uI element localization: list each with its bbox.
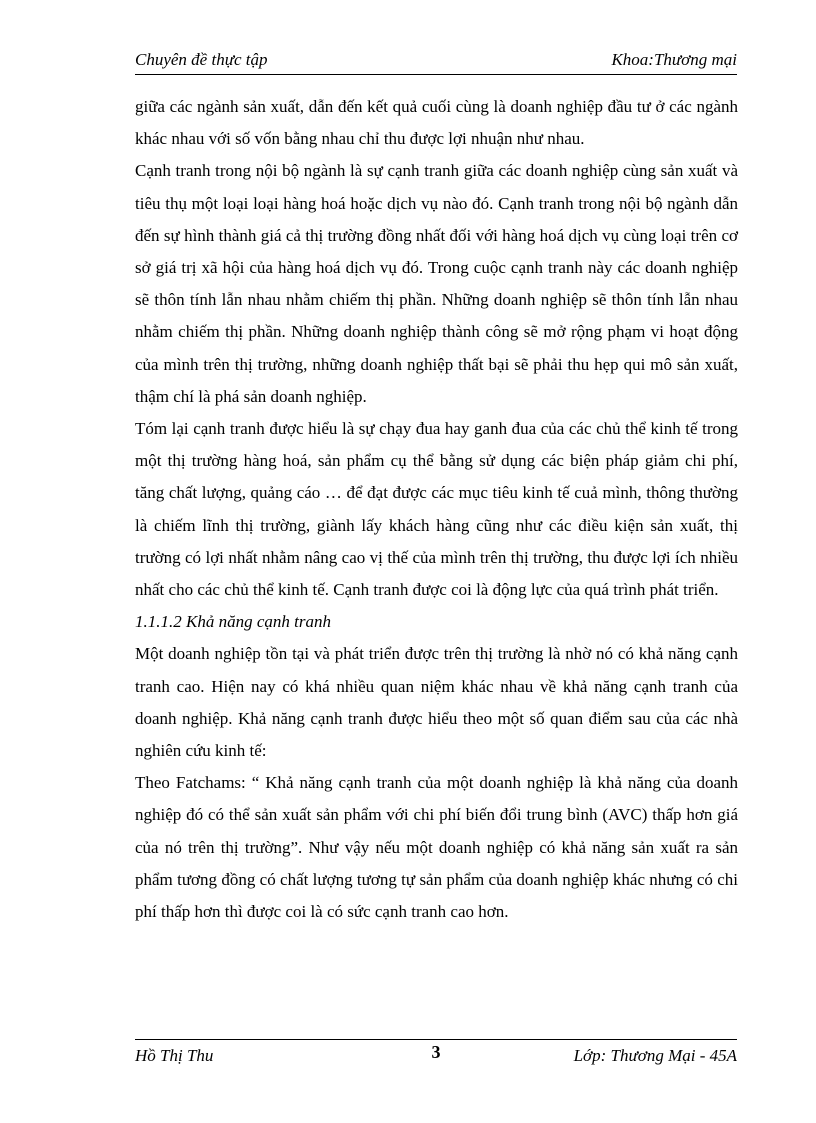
paragraph-5: Theo Fatchams: “ Khả năng cạnh tranh của một doanh nghiệp là khả năng của doanh nghiệp đó có thể sản xuất sản phẩm với chi phí biến đổi trung bình (AVC) thấp hơn giá của nó trên thị trường”. Như vậy nếu một doanh nghiệp có khả năng sản xuất ra sản phẩm tương đồng có chất lượng tương tự sản phẩm của doanh nghiệp khác nhưng có chi phí thấp hơn thì được coi là có sức cạnh tranh cao hơn. — [135, 773, 738, 922]
section-heading: 1.1.1.2 Khả năng cạnh tranh — [135, 612, 331, 632]
page-body — [135, 91, 738, 928]
footer-author: Hồ Thị Thu — [135, 1046, 214, 1065]
footer-class: Lớp: Thương Mại - 45A — [573, 1046, 737, 1065]
header-department: Khoa:Thương mại — [611, 50, 737, 69]
paragraph-3: Tóm lại cạnh tranh được hiểu là sự chạy đua hay ganh đua của các chủ thể kinh tế trong một thị trường hàng hoá, sản phẩm cụ thể bằng sử dụng các biện pháp giảm chi phí, tăng chất lượng, quảng cáo … để đạt được các mục tiêu kinh tế cuả mình, thông thường là chiếm lĩnh thị trường, giành lấy khách hàng cũng như các điều kiện sản xuất, thị trường có lợi nhất nhằm nâng cao vị thế của mình trên thị trường, thu được lợi ích nhiều nhất cho các chủ thể kinh tế. Cạnh tranh được coi là động lực của quá trình phát triển. — [135, 419, 738, 600]
header-title: Chuyên đề thực tập — [135, 50, 268, 69]
page-footer — [135, 1039, 737, 1070]
paragraph-1: giữa các ngành sản xuất, dẫn đến kết quả cuối cùng là doanh nghiệp đầu tư ở các ngành khác nhau với số vốn bằng nhau chỉ thu được lợi nhuận như nhau. — [135, 97, 738, 149]
paragraph-4: Một doanh nghiệp tồn tại và phát triển được trên thị trường là nhờ nó có khả năng cạnh tranh cao. Hiện nay có khá nhiều quan niệm khác nhau về khả năng cạnh tranh của doanh nghiệp. Khả năng cạnh tranh được hiểu theo một số quan điểm sau của các nhà nghiên cứu kinh tế: — [135, 644, 738, 761]
paragraph-2: Cạnh tranh trong nội bộ ngành là sự cạnh tranh giữa các doanh nghiệp cùng sản xuất và tiêu thụ một loại loại hàng hoá hoặc dịch vụ nào đó. Cạnh tranh trong nội bộ ngành dẫn đến sự hình thành giá cả thị trường đồng nhất đối với hàng hoá dịch vụ cùng loại trên cơ sở giá trị xã hội của hàng hoá dịch vụ đó. Trong cuộc cạnh tranh này các doanh nghiệp sẽ thôn tính lẫn nhau nhằm chiếm thị phần. Những doanh nghiệp sẽ thôn tính lẫn nhau nhằm chiếm thị phần. Những doanh nghiệp thành công sẽ mở rộng phạm vi hoạt động của mình trên thị trường, những doanh nghiệp thất bại sẽ phải thu hẹp qui mô sản xuất, thậm chí là phá sản doanh nghiệp. — [135, 161, 738, 406]
page-header — [135, 48, 737, 75]
page-number: 3 — [431, 1042, 441, 1062]
